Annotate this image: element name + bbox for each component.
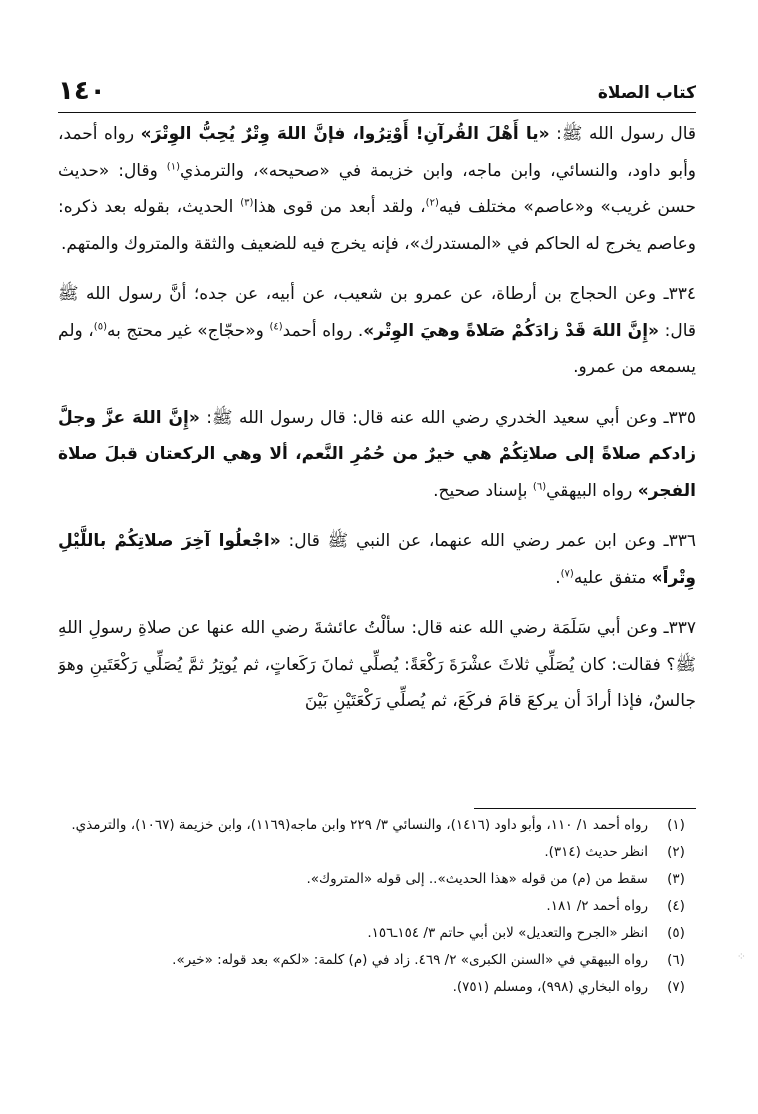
footnote-ref[interactable]: (٦) [532, 480, 547, 492]
hadith-quote: «اجْعلُوا آخِرَ صلاتِكُمْ باللَّيْلِ وِتْراً» [58, 531, 696, 588]
text-run: ٣٣٥ـ وعن أبي سعيد الخدري رضي الله عنه قال: قال رسول الله ﷺ: [199, 407, 696, 428]
footnote-number: (١) [667, 817, 685, 833]
text-run: قال رسول الله ﷺ: [549, 124, 696, 144]
main-text [58, 116, 696, 802]
footnote-number: (٤) [667, 898, 685, 914]
paragraph-hadith-335 [58, 400, 696, 510]
footnote-text: رواه البيهقي في «السنن الكبرى» ٢/ ٤٦٩. زاد في (م) كلمة: «لكم» بعد قوله: «خير». [172, 952, 648, 968]
footnote-number: (٥) [667, 925, 685, 941]
footnote-item [58, 839, 696, 866]
footnote-ref[interactable]: (٧) [560, 567, 574, 579]
footnote-ref[interactable]: (٤) [269, 320, 283, 332]
footnote-number: (٢) [667, 844, 685, 860]
footnote-ref[interactable]: (٢) [425, 197, 439, 209]
footnote-text: سقط من (م) من قوله «هذا الحديث».. إلى قوله «المتروك». [306, 871, 648, 887]
text-run: ، ولم يسمعه من عمرو. [58, 320, 696, 377]
footnote-separator [474, 808, 696, 809]
footnote-item [58, 920, 696, 947]
text-run: ٣٣٤ـ وعن الحجاج بن أرطاة، عن عمرو بن شعيب، عن أبيه، عن جده؛ أنَّ رسول الله ﷺ قال: [58, 284, 696, 341]
footnote-ref[interactable]: (٣) [240, 197, 254, 209]
page-number: ١٤٠ [58, 76, 106, 106]
footnote-text: انظر حديث (٣١٤). [544, 844, 648, 860]
footnote-number: (٧) [667, 979, 685, 995]
text-run: . [555, 567, 561, 588]
footnote-text: انظر «الجرح والتعديل» لابن أبي حاتم ٣/ ١٥٤ـ١٥٦. [367, 925, 648, 941]
text-run: . رواه أحمد [282, 320, 364, 341]
scan-speck: ⁘ [736, 950, 746, 963]
text-run: وقال: «حديث حسن غريب» و«عاصم» مختلف فيه [58, 160, 696, 217]
footnote-number: (٦) [667, 952, 685, 968]
footnote-text: رواه البخاري (٩٩٨)، ومسلم (٧٥١). [452, 979, 648, 995]
footnote-text: رواه أحمد ١/ ١١٠، وأبو داود (١٤١٦)، والنسائي ٣/ ٢٢٩ وابن ماجه(١١٦٩)، وابن خزيمة (١٠٦٧)، والترمذي. [71, 817, 648, 833]
footnote-number: (٣) [667, 871, 685, 887]
text-run: الحديث، بقوله بعد ذكره: وعاصم يخرج له الحاكم في «المستدرك»، فإنه يخرج فيه للضعيف والثقة والمتروك والمتهم. [58, 197, 696, 254]
text-run: متفق عليه [573, 567, 652, 588]
footnote-item [58, 866, 696, 893]
paragraph-hadith-337 [58, 610, 696, 720]
text-run: رواه أحمد، وأبو داود، والنسائي، وابن ماجه، وابن خزيمة في «صحيحه»، والترمذي [58, 124, 696, 181]
text-run: رواه البيهقي [546, 480, 638, 501]
footnote-item [58, 974, 696, 1001]
footnotes [58, 812, 696, 1052]
paragraph-hadith-336 [58, 523, 696, 596]
hadith-quote: «إِنَّ اللهَ عزَّ وجلَّ زادكم صلاةً إلى صلاتِكُمْ هي خيرٌ من حُمُرِ النَّعم، ألا وهي الركعتان قبلَ صلاة الفجر» [58, 407, 696, 501]
footnote-item [58, 812, 696, 839]
footnote-item [58, 893, 696, 920]
footnote-ref[interactable]: (١) [166, 160, 180, 172]
text-run: ٣٣٦ـ وعن ابن عمر رضي الله عنهما، عن النبي ﷺ قال: [280, 531, 696, 551]
text-run: و«حجّاج» غير محتج به [106, 320, 270, 341]
text-run: ٣٣٧ـ وعن أبي سَلَمَة رضي الله عنه قال: سألْتُ عائشةَ رضي الله عنها عن صلاةِ رسولِ اللهِ ﷺ؟ فقالت: كان يُصَلِّي ثلاثَ عشْرَةَ رَكْعَةً: يُصلِّي ثمانَ رَكَعاتٍ، ثم يُوتِرُ ثمَّ يُصَلِّي رَكْعَتَينِ وهوَ جالسٌ، فإذا أرادَ أن يركعَ قامَ فركَعَ، ثم يُصلِّي رَكْعَتَيْنِ بَيْنَ [58, 618, 696, 711]
footnote-item [58, 947, 696, 974]
text-run: ، ولقد أبعد من قوى هذا [253, 197, 426, 217]
running-header [58, 76, 696, 110]
book-title: كتاب الصلاة [597, 83, 696, 103]
header-rule [58, 112, 696, 113]
hadith-quote: «إِنَّ اللهَ قَدْ زادَكُمْ صَلاةً وهيَ الوِتْر» [363, 320, 660, 341]
paragraph-hadith-334 [58, 276, 696, 386]
footnote-text: رواه أحمد ٢/ ١٨١. [546, 898, 648, 914]
footnote-ref[interactable]: (٥) [93, 320, 107, 332]
hadith-quote: «يا أَهْلَ القُرآنِ! أَوْتِرُوا، فإنَّ اللهَ وِتْرٌ يُحِبُّ الوِتْرَ» [140, 124, 550, 144]
text-run: بإسناد صحيح. [433, 480, 533, 501]
paragraph-p1 [58, 116, 696, 262]
